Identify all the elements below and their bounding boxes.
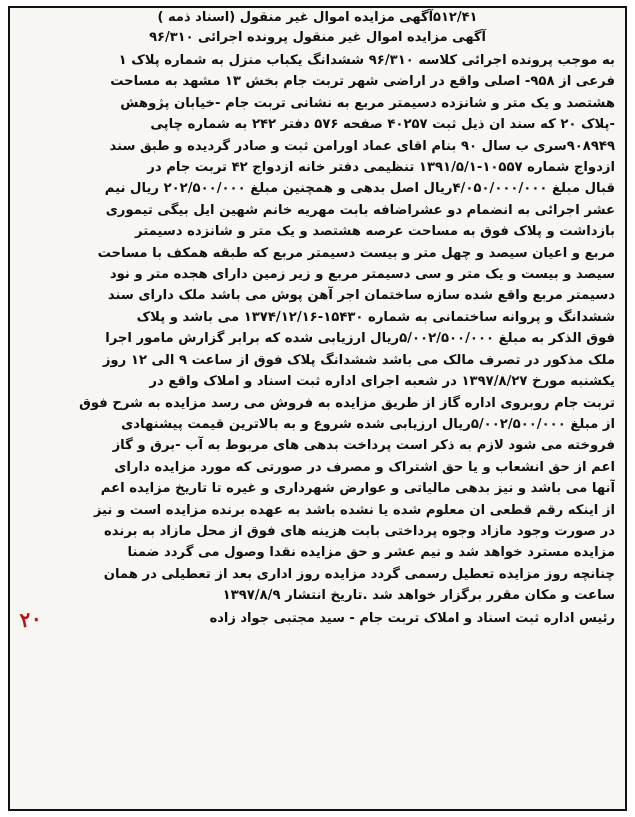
body-line: تربت جام روبروی اداره گاز از طریق مزایده به فروش می رسد مزایده به شرح فوق [79, 395, 615, 411]
body-line: ساعت و مکان مقرر برگزار خواهد شد .تاریخ انتشار ۱۳۹۷/۸/۹ [222, 588, 615, 604]
notice-title: آگهی مزایده اموال غیر منقول پرونده اجرائی ۹۶/۳۱۰ [149, 30, 486, 45]
body-line: ملک مذکور در تصرف مالک می باشد ششدانگ پلاک فوق از ساعت ۹ الی ۱۲ روز [102, 352, 615, 368]
body-line: یکشنبه مورخ ۱۳۹۷/۸/۲۷ در شعبه اجرای اداره ثبت اسناد و املاک واقع در [149, 374, 615, 390]
handwritten-stamp: ۲۰ [18, 605, 44, 632]
body-line: آنها می باشد و نیز بدهی مالیاتی و عوارض شهرداری و غیره تا تاریخ مزایده اعم [100, 481, 615, 497]
body-line: بازداشت و پلاک فوق به مساحت عرصه هشتصد و یک متر و شانزده دسیمتر [135, 224, 615, 240]
auction-notice [8, 6, 627, 811]
body-line: سیصد و بیست و یک متر و سی دسیمتر مربع و زیر زمین دارای هجده متر و نود [109, 267, 615, 283]
body-line: از مبلغ ۵/۰۰۲/۵۰۰/۰۰۰ریال ارزیابی شده شروع و به بالاترین قیمت پیشنهادی [121, 416, 615, 432]
body-line: -پلاک ۲۰ که سند ان ذیل ثبت ۴۰۲۵۷ صفحه ۵۷۶ دفتر ۲۴۲ به شماره چاپی [150, 117, 615, 133]
notice-number-title: ۵۱۲/۴۱آگهی مزایده اموال غیر منقول (اسناد ذمه ) [157, 10, 478, 25]
body-line: عشر اجرائی به انضمام دو عشراضافه بابت مهریه خانم شهین ایل بیگی تیموری [105, 202, 615, 218]
body-line: مزایده مسترد خواهد شد و نیم عشر و حق مزایده نقدا وصول می گردد ضمنا [127, 545, 615, 561]
body-line: فروخته می شود لازم به ذکر است پرداخت بدهی های مربوط به آب -برق و گاز [112, 438, 615, 454]
notice-footer [20, 607, 615, 631]
body-line: دسیمتر مربع واقع شده سازه ساختمان اجر آهن پوش می باشد ملک دارای سند [107, 288, 615, 304]
body-line: قبال مبلغ ۴/۰۵۰/۰۰۰/۰۰۰ریال اصل بدهی و همچنین مبلغ ۲۰۲/۵۰۰/۰۰۰ ریال نیم [104, 181, 615, 197]
body-line: فوق الذکر به مبلغ ۵/۰۰۲/۵۰۰/۰۰۰ریال ارزیابی شده که برابر گزارش مامور اجرا [105, 331, 615, 347]
signature-line: رئیس اداره ثبت اسناد و املاک تربت جام - سید مجتبی جواد زاده [209, 610, 615, 626]
body-line: ششدانگ و پروانه ساختمانی به شماره ۱۵۴۳۰-۱۳۷۴/۱۲/۱۶ می باشد و پلاک [136, 309, 615, 325]
body-line: چنانچه روز مزایده تعطیل رسمی گردد مزایده روز اداری بعد از تعطیلی در همان [103, 566, 615, 582]
body-line: ۹۰۸۹۴۹سری ب سال ۹۰ بنام اقای عماد اورامن ثبت و صادر گردیده و طبق سند [109, 138, 615, 154]
body-line: به موجب پرونده اجرائی کلاسه ۹۶/۳۱۰ ششدانگ یکباب منزل به شماره پلاک ۱ [118, 53, 615, 68]
body-line: اعم از حق انشعاب و یا حق اشتراک و مصرف در صورتی که مورد مزایده دارای [114, 459, 615, 475]
body-line: فرعی از ۹۵۸- اصلی واقع در اراضی شهر تربت جام بخش ۱۳ مشهد به مساحت [110, 74, 615, 90]
body-line: مربع و اعیان سیصد و چهل متر و بیست دسیمتر مربع که طبقه همکف با مساحت [97, 245, 615, 261]
notice-body [20, 50, 615, 607]
body-line: هشتصد و یک متر و شانزده دسیمتر مربع به نشانی تربت جام -خیابان پژوهش [120, 95, 615, 111]
body-line: در صورت وجود مازاد وجوه پرداختی بابت هزینه های فوق از محل مازاد به برنده [103, 523, 615, 539]
body-line: از اینکه رقم قطعی ان معلوم شده یا نشده باشد به عهده برنده مزایده است و نیز [93, 502, 615, 518]
body-line: ازدواج شماره ۱۰۵۵۷-۱۳۹۱/۵/۱ تنظیمی دفتر خانه ازدواج ۴۲ تربت جام در [147, 160, 615, 176]
